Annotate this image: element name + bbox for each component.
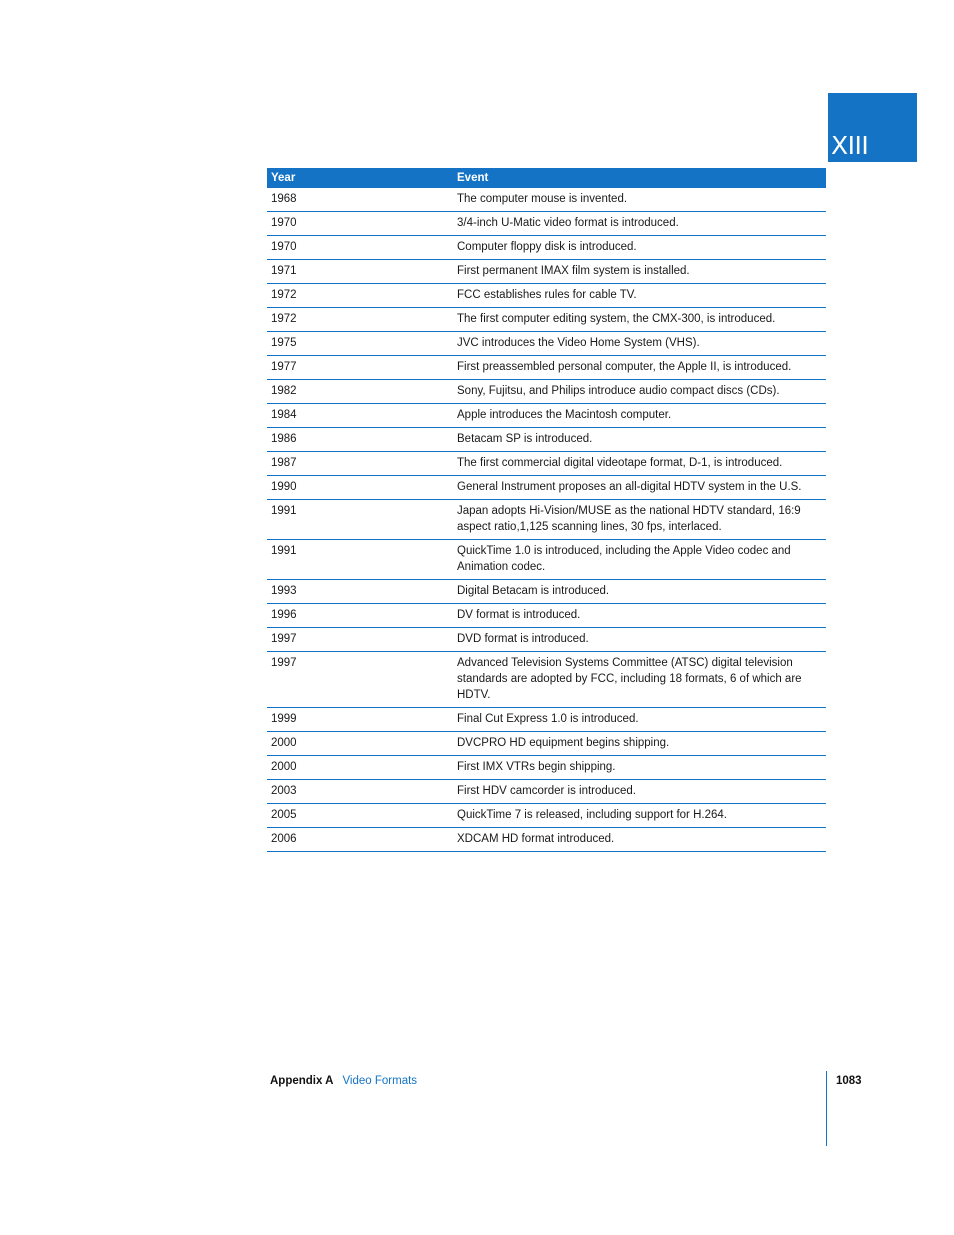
year-cell: 1996 [267,604,453,628]
event-cell: 3/4-inch U-Matic video format is introduced. [453,212,826,236]
table-row [267,260,826,284]
event-cell: Sony, Fujitsu, and Philips introduce audio compact discs (CDs). [453,380,826,404]
year-cell: 1968 [267,188,453,212]
table-row [267,356,826,380]
year-cell: 1975 [267,332,453,356]
year-cell: 1972 [267,308,453,332]
event-cell: DV format is introduced. [453,604,826,628]
table-row [267,780,826,804]
table-row [267,404,826,428]
page-number: 1083 [836,1075,862,1087]
table-row [267,540,826,580]
year-cell: 1991 [267,540,453,580]
event-cell: Computer floppy disk is introduced. [453,236,826,260]
event-cell: First preassembled personal computer, the Apple II, is introduced. [453,356,826,380]
table-row [267,500,826,540]
event-cell: JVC introduces the Video Home System (VHS). [453,332,826,356]
footer-chapter-info [270,1073,417,1089]
year-cell: 1986 [267,428,453,452]
event-cell: Advanced Television Systems Committee (ATSC) digital television standards are adopted by FCC, including 18 formats, 6 of which are HDTV. [453,652,826,708]
event-cell: First IMX VTRs begin shipping. [453,756,826,780]
event-cell: DVCPRO HD equipment begins shipping. [453,732,826,756]
event-cell: The first commercial digital videotape format, D-1, is introduced. [453,452,826,476]
event-cell: The computer mouse is invented. [453,188,826,212]
year-cell: 1982 [267,380,453,404]
year-cell: 1997 [267,652,453,708]
table-row [267,804,826,828]
appendix-label: Appendix A [270,1075,334,1087]
year-cell: 1971 [267,260,453,284]
header-event: Event [453,168,826,188]
footer-divider [826,1071,827,1146]
table-row [267,284,826,308]
year-cell: 1990 [267,476,453,500]
table-row [267,604,826,628]
year-cell: 1999 [267,708,453,732]
event-cell: Japan adopts Hi-Vision/MUSE as the national HDTV standard, 16:9 aspect ratio,1,125 scanning lines, 30 fps, interlaced. [453,500,826,540]
year-cell: 1997 [267,628,453,652]
table-row [267,476,826,500]
timeline-table-container [267,168,826,852]
year-cell: 1987 [267,452,453,476]
table-row [267,428,826,452]
event-cell: First permanent IMAX film system is installed. [453,260,826,284]
table-row [267,212,826,236]
header-year: Year [267,168,453,188]
table-row [267,236,826,260]
table-header-row [267,168,826,188]
table-row [267,308,826,332]
table-row [267,188,826,212]
table-row [267,580,826,604]
year-cell: 2000 [267,732,453,756]
table-row [267,380,826,404]
timeline-table [267,168,826,852]
table-body [267,188,826,852]
event-cell: FCC establishes rules for cable TV. [453,284,826,308]
event-cell: Final Cut Express 1.0 is introduced. [453,708,826,732]
table-row [267,756,826,780]
table-row [267,828,826,852]
table-row [267,732,826,756]
year-cell: 1970 [267,212,453,236]
part-tab [828,93,917,162]
year-cell: 1972 [267,284,453,308]
event-cell: XDCAM HD format introduced. [453,828,826,852]
event-cell: Betacam SP is introduced. [453,428,826,452]
part-tab-label: XIII [831,131,869,160]
year-cell: 1984 [267,404,453,428]
event-cell: General Instrument proposes an all-digital HDTV system in the U.S. [453,476,826,500]
event-cell: Apple introduces the Macintosh computer. [453,404,826,428]
year-cell: 1970 [267,236,453,260]
event-cell: Digital Betacam is introduced. [453,580,826,604]
year-cell: 1991 [267,500,453,540]
event-cell: The first computer editing system, the CMX-300, is introduced. [453,308,826,332]
year-cell: 2006 [267,828,453,852]
table-row [267,708,826,732]
table-row [267,628,826,652]
table-row [267,332,826,356]
year-cell: 1993 [267,580,453,604]
chapter-title-link[interactable]: Video Formats [342,1075,418,1087]
year-cell: 1977 [267,356,453,380]
year-cell: 2003 [267,780,453,804]
year-cell: 2005 [267,804,453,828]
event-cell: DVD format is introduced. [453,628,826,652]
event-cell: QuickTime 1.0 is introduced, including the Apple Video codec and Animation codec. [453,540,826,580]
event-cell: First HDV camcorder is introduced. [453,780,826,804]
year-cell: 2000 [267,756,453,780]
event-cell: QuickTime 7 is released, including support for H.264. [453,804,826,828]
table-row [267,652,826,708]
table-row [267,452,826,476]
